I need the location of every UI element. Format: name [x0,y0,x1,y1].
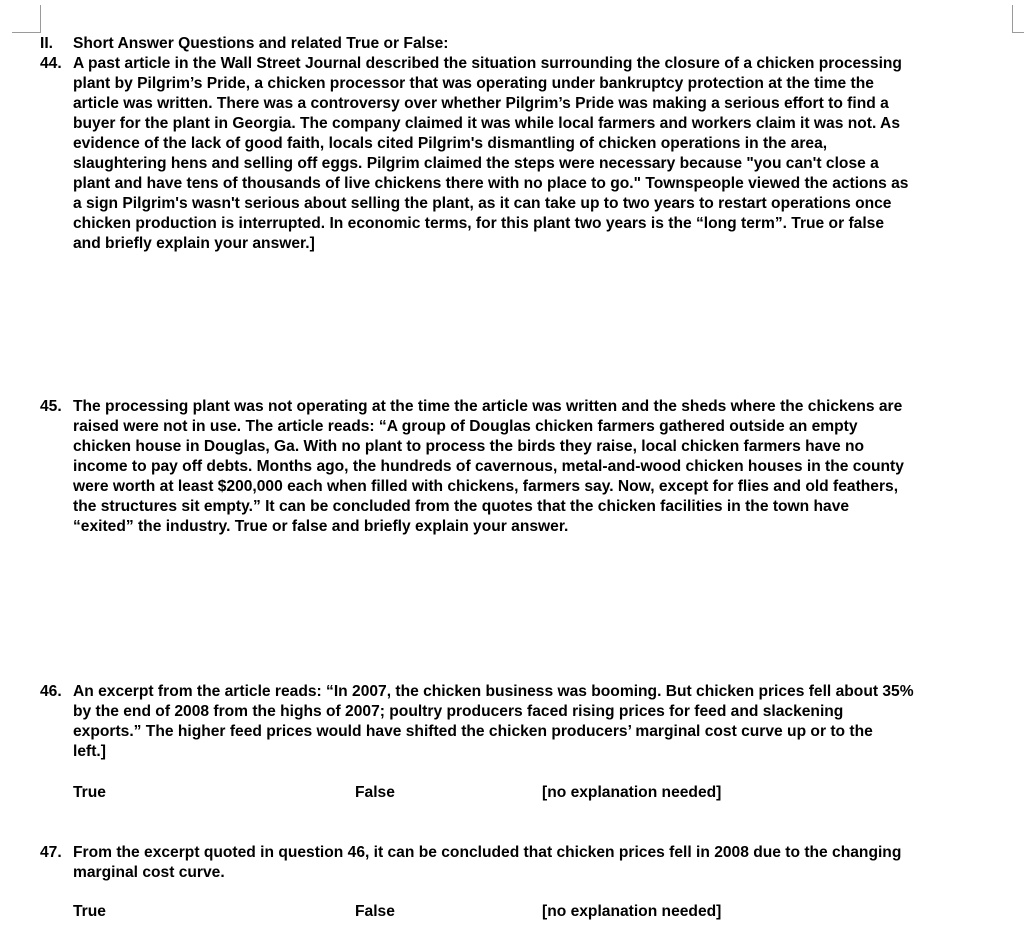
question-line: the structures sit empty.” It can be concluded from the quotes that the chicken facilities in the town have [73,498,850,515]
question-line: marginal cost curve. [73,864,225,881]
question-line: a sign Pilgrim's wasn't serious about selling the plant, as it can take up to two years to restart operations once [73,195,892,212]
question-line: An excerpt from the article reads: “In 2007, the chicken business was booming. But chicken prices fell about 35% [73,683,914,700]
question-line: plant by Pilgrim’s Pride, a chicken processor that was operating under bankruptcy protection at the time the [73,75,874,92]
question-line: The processing plant was not operating at the time the article was written and the sheds where the chickens are [73,398,903,415]
question-line: raised were not in use. The article reads: “A group of Douglas chicken farmers gathered outside an empty [73,418,858,435]
question-line: “exited” the industry. True or false and briefly explain your answer. [73,518,569,535]
page-corner-mark-right [1012,5,1024,33]
true-choice: True [73,784,106,801]
false-choice: False [355,784,395,801]
question-line: exports.” The higher feed prices would have shifted the chicken producers’ marginal cost curve up or to the [73,723,873,740]
no-explanation-note: [no explanation needed] [542,784,722,801]
false-choice: False [355,903,395,920]
question-line: and briefly explain your answer.] [73,235,315,252]
question-line: A past article in the Wall Street Journal described the situation surrounding the closure of a chicken processing [73,55,902,72]
question-number: 45. [40,398,62,415]
question-line: buyer for the plant in Georgia. The company claimed it was while local farmers and workers claim it was not. As [73,115,900,132]
no-explanation-note: [no explanation needed] [542,903,722,920]
question-line: chicken production is interrupted. In economic terms, for this plant two years is the “long term”. True or false [73,215,885,232]
question-number: 44. [40,55,62,72]
question-line: by the end of 2008 from the highs of 2007; poultry producers faced rising prices for feed and slackening [73,703,844,720]
question-line: slaughtering hens and selling off eggs. Pilgrim claimed the steps were necessary because "you can't close a [73,155,879,172]
question-number: 47. [40,844,62,861]
question-line: were worth at least $200,000 each when filled with chickens, farmers say. Now, except for flies and old feathers, [73,478,899,495]
section-heading-text: Short Answer Questions and related True or False: [73,35,449,52]
question-line: article was written. There was a controversy over whether Pilgrim’s Pride was making a serious effort to find a [73,95,889,112]
question-line: income to pay off debts. Months ago, the hundreds of cavernous, metal-and-wood chicken houses in the county [73,458,904,475]
section-numeral: II. [40,35,53,52]
page-corner-mark-left [12,5,41,33]
true-choice: True [73,903,106,920]
question-line: plant and have tens of thousands of live chickens there with no place to go." Townspeople viewed the actions as [73,175,909,192]
question-number: 46. [40,683,62,700]
question-line: chicken house in Douglas, Ga. With no plant to process the birds they raise, local chicken farmers have no [73,438,865,455]
question-line: From the excerpt quoted in question 46, it can be concluded that chicken prices fell in 2008 due to the changing [73,844,902,861]
question-line: left.] [73,743,106,760]
question-line: evidence of the lack of good faith, locals cited Pilgrim's dismantling of chicken operations in the area, [73,135,828,152]
